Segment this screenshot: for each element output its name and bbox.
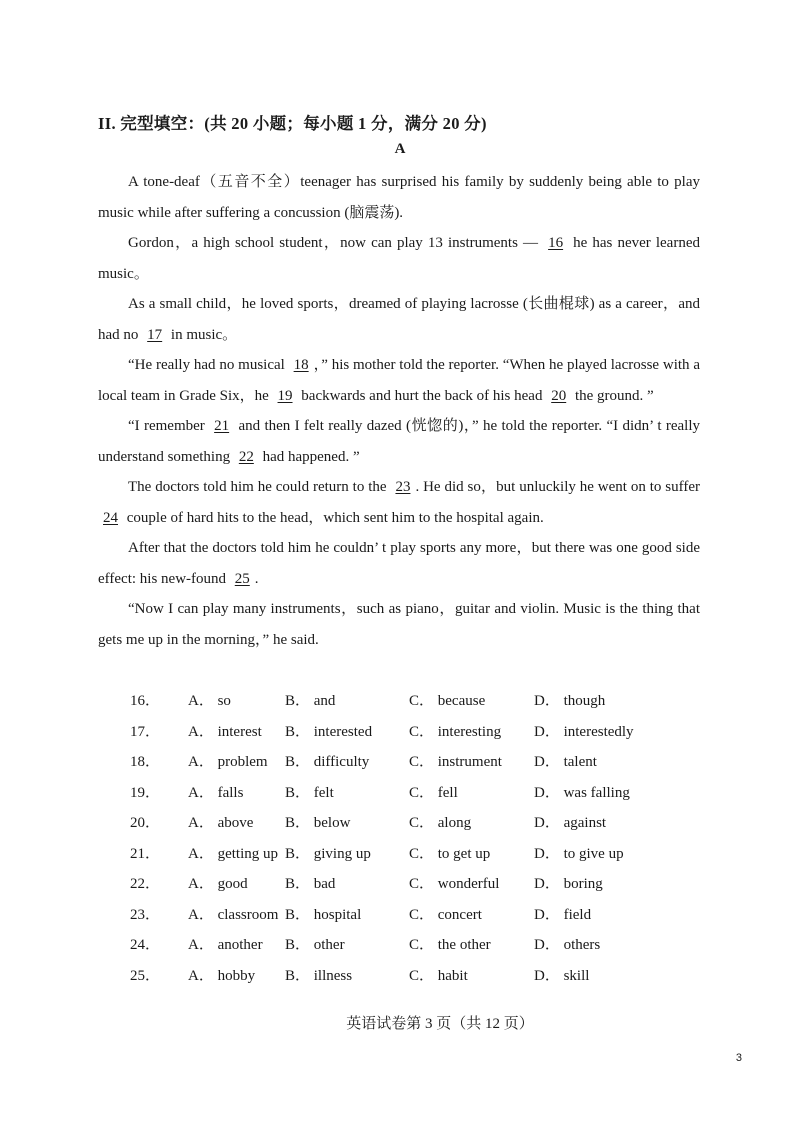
option-b: B． hospital	[285, 906, 362, 923]
option-b: B． difficulty	[285, 754, 370, 770]
option-a: A． getting up	[188, 845, 278, 862]
paragraph	[98, 167, 700, 228]
passage	[98, 167, 700, 655]
paragraph-text: . He did so，but unluckily he went on to suffer	[415, 479, 700, 495]
paragraph	[98, 472, 700, 533]
blank-21: 21	[214, 418, 230, 434]
paragraph-text: in music。	[167, 326, 238, 343]
paragraph-text: After that the doctors told him he couldn’ t play sports any more，but there was one good side effect: his new-found	[98, 540, 700, 587]
option-c: C． because	[409, 693, 486, 709]
paragraph	[98, 533, 700, 594]
paragraph-text: backwards and hurt the back of his head	[297, 387, 547, 404]
option-row	[130, 717, 634, 748]
option-d: D． skill	[534, 967, 590, 984]
paragraph-text: ，” his mother told the reporter. “When he played lacrosse with a local team in Grade Six，he	[98, 357, 701, 404]
paragraph-text: the ground. ”	[571, 387, 654, 404]
option-c: C． to get up	[409, 845, 491, 862]
option-a: A． so	[188, 693, 231, 709]
paragraph	[98, 594, 700, 655]
option-d: D． field	[534, 906, 592, 923]
paragraph	[98, 289, 700, 350]
option-d: D． against	[534, 815, 607, 831]
paragraph-text: “Now I can play many instruments，such as piano，guitar and violin. Music is the thing that gets me up in the morning，” he said.	[98, 601, 700, 648]
option-b: B． other	[285, 937, 345, 953]
section-title: II. 完型填空：(共 20 小题；每小题 1 分，满分 20 分)	[98, 114, 487, 133]
option-b: B． bad	[285, 876, 336, 892]
option-d: D． talent	[534, 754, 597, 770]
option-c: C． along	[409, 815, 472, 831]
option-a: A． good	[188, 876, 248, 892]
option-d: D． others	[534, 937, 601, 953]
paragraph-text: As a small child，he loved sports，dreamed of playing lacrosse (长曲棍球) as a career，and had no	[98, 296, 700, 343]
option-b: B． and	[285, 693, 336, 709]
blank-23: 23	[395, 479, 411, 495]
question-number: 16．	[130, 693, 161, 709]
question-number: 19．	[130, 784, 161, 801]
option-d: D． was falling	[534, 784, 630, 801]
page-number: 3	[735, 1052, 742, 1064]
blank-20: 20	[551, 387, 567, 404]
option-a: A． above	[188, 815, 254, 831]
option-b: B． illness	[285, 967, 353, 984]
blank-24: 24	[103, 509, 118, 526]
paragraph-text: and then I felt really dazed (恍惚的)，” he told the reporter. “I didn’ t really understand something	[98, 418, 701, 465]
question-number: 24．	[130, 937, 161, 953]
paragraph-text: A tone-deaf（五音不全）teenager has surprised his family by suddenly being able to play music while after suffering a concussion (脑震荡).	[98, 174, 700, 221]
option-d: D． boring	[534, 876, 603, 892]
option-a: A． another	[188, 937, 263, 953]
blank-25: 25	[234, 570, 250, 587]
option-row	[130, 686, 634, 717]
option-row	[130, 808, 634, 839]
paragraph	[98, 228, 700, 289]
paragraph	[98, 411, 700, 472]
question-number: 17．	[130, 723, 161, 740]
blank-18: 18	[293, 357, 309, 373]
paragraph-text: “He really had no musical	[128, 357, 289, 373]
option-d: D． interestedly	[534, 723, 634, 740]
option-b: B． below	[285, 815, 351, 831]
options-list	[130, 686, 634, 991]
option-c: C． instrument	[409, 754, 502, 770]
paragraph-text: had happened. ”	[258, 448, 360, 465]
option-b: B． giving up	[285, 845, 371, 862]
option-row	[130, 869, 634, 900]
option-d: D． though	[534, 693, 606, 709]
option-c: C． habit	[409, 967, 468, 984]
blank-19: 19	[277, 387, 293, 404]
blank-22: 22	[238, 448, 254, 465]
paragraph-text: “I remember	[128, 418, 210, 434]
option-a: A． hobby	[188, 967, 256, 984]
option-c: C． interesting	[409, 723, 502, 740]
option-c: C． fell	[409, 784, 458, 801]
option-a: A． falls	[188, 784, 244, 801]
option-row	[130, 839, 634, 870]
question-number: 25．	[130, 967, 161, 984]
option-row	[130, 930, 634, 961]
option-row	[130, 778, 634, 809]
option-c: C． concert	[409, 906, 482, 923]
option-b: B． felt	[285, 784, 334, 801]
option-c: C． wonderful	[409, 876, 500, 892]
paragraph	[98, 350, 700, 411]
passage-label: A	[394, 141, 406, 157]
option-row	[130, 900, 634, 931]
option-a: A． interest	[188, 723, 262, 740]
question-number: 18．	[130, 754, 161, 770]
option-row	[130, 961, 634, 992]
question-number: 22．	[130, 876, 161, 892]
paragraph-text: The doctors told him he could return to the	[128, 479, 391, 495]
question-number: 20．	[130, 815, 161, 831]
option-a: A． problem	[188, 754, 268, 770]
blank-16: 16	[548, 235, 564, 251]
blank-17: 17	[147, 326, 163, 343]
question-number: 21．	[130, 845, 161, 862]
option-c: C． the other	[409, 937, 491, 953]
option-d: D． to give up	[534, 845, 624, 862]
page-footer: 英语试卷第 3 页（共 12 页）	[346, 1016, 534, 1032]
paragraph-text: couple of hard hits to the head，which sent him to the hospital again.	[123, 509, 544, 526]
paragraph-text: Gordon，a high school student，now can play 13 instruments —	[128, 235, 544, 251]
option-b: B． interested	[285, 723, 373, 740]
paragraph-text: .	[254, 570, 259, 587]
option-a: A． classroom	[188, 906, 279, 923]
option-row	[130, 747, 634, 778]
paragraph-text: he has never learned music。	[98, 235, 700, 282]
question-number: 23．	[130, 906, 161, 923]
